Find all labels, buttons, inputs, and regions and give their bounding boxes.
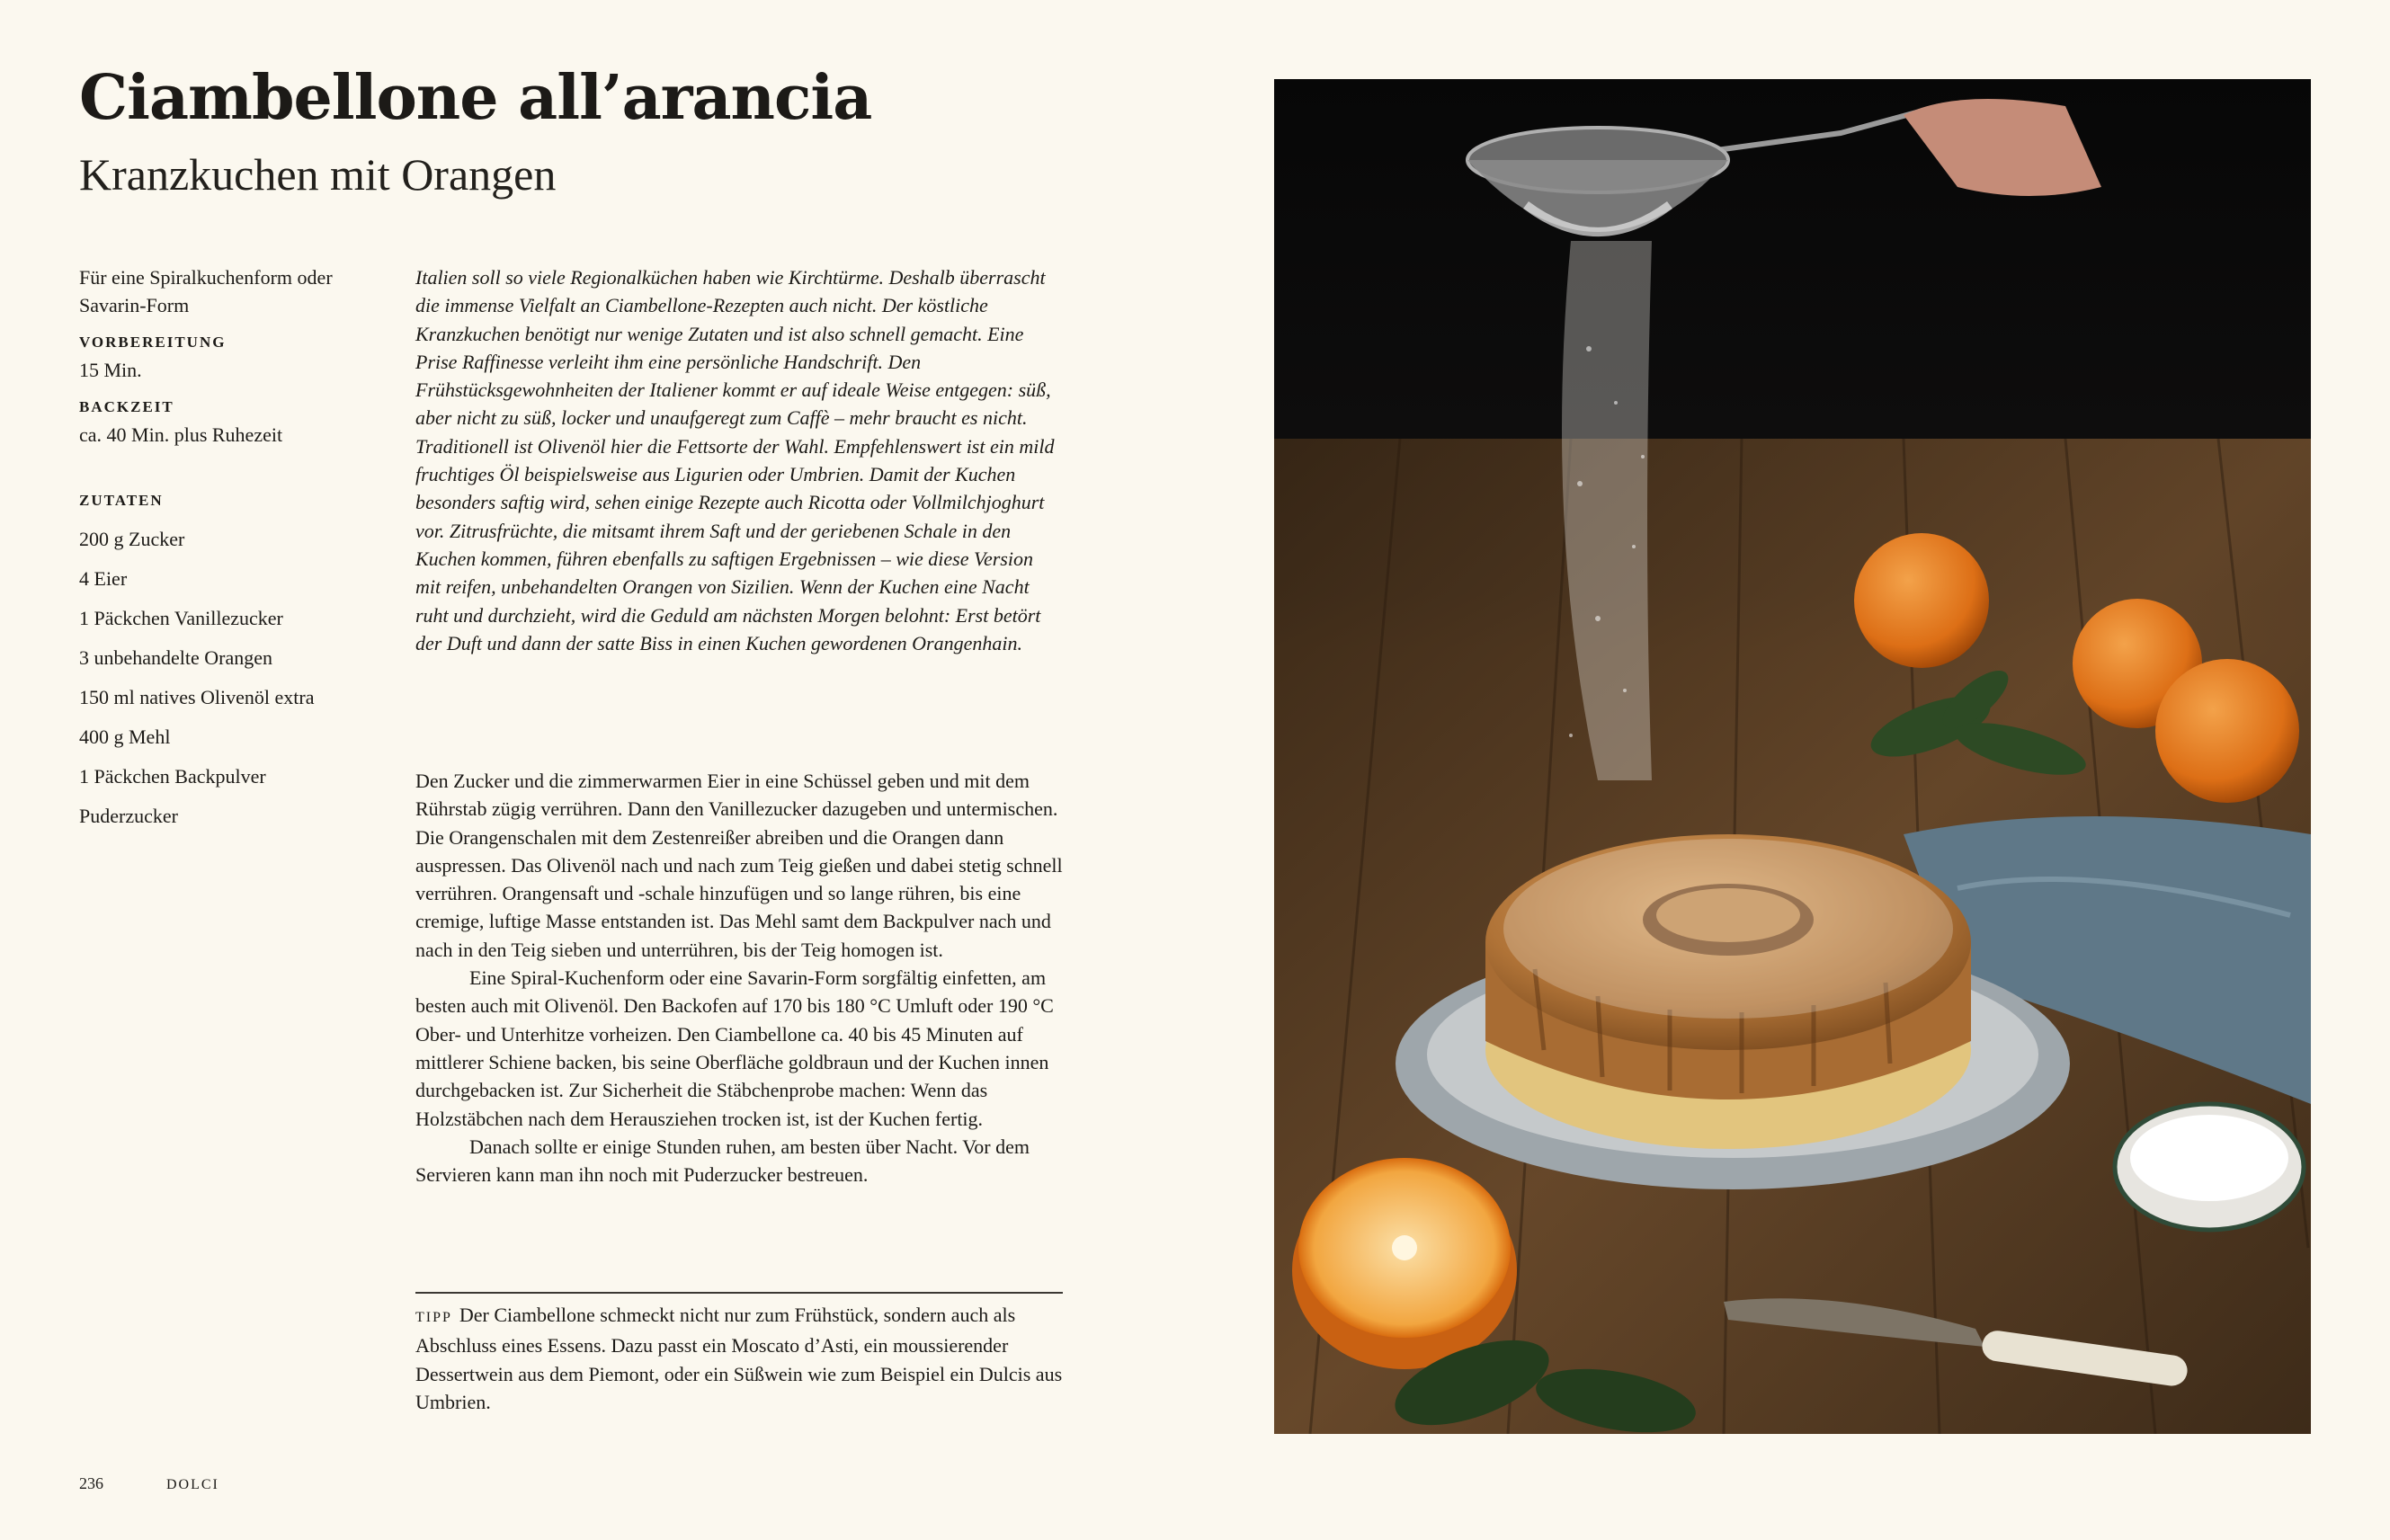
prep-value: 15 Min. <box>79 359 142 381</box>
bundt-cake <box>1485 834 1971 1149</box>
section-name: DOLCI <box>166 1477 219 1492</box>
prep-label: VORBEREITUNG <box>79 334 227 351</box>
ingredient-item: 150 ml natives Olivenöl extra <box>79 686 315 708</box>
ingredient-item: 200 g Zucker <box>79 528 185 550</box>
method-paragraph: Den Zucker und die zimmerwarmen Eier in eine Schüssel geben und mit dem Rührstab zügig verrühren. Dann den Vanillezucker dazugeben und untermischen. Die Orangenschalen mit dem Zestenreißer abreiben und die Orangen dann auspressen. Das Olivenöl nach und nach zum Teig gießen und dabei stetig schnell verrühren. Orangensaft und -schale hinzufügen und so lange rühren, bis eine cremige, luftige Masse entstanden ist. Das Mehl samt dem Backpulver nach und nach in den Teig sieben und unterrühren, bis der Teig homogen ist. <box>415 770 1063 961</box>
method-text <box>415 767 1063 1188</box>
recipe-meta <box>79 263 385 836</box>
recipe-title: Ciambellone all’arancia <box>79 62 872 134</box>
sugar-bowl <box>2115 1104 2304 1230</box>
tip-text: Der Ciambellone schmeckt nicht nur zum Frühstück, sondern auch als Abschluss eines Essens. Dazu passt ein Moscato d’Asti, ein moussierender Dessertwein aus dem Piemont, oder ein Süßwein wie zum Beispiel ein Dulcis aus Umbrien. <box>415 1304 1063 1413</box>
ingredient-item: 1 Päckchen Vanillezucker <box>79 607 283 629</box>
bake-label: BACKZEIT <box>79 398 174 415</box>
form-note: Für eine Spiralkuchenform oder Savarin-Form <box>79 266 333 316</box>
page-footer <box>79 1474 219 1493</box>
recipe-subtitle: Kranzkuchen mit Orangen <box>79 149 557 200</box>
halved-orange <box>1292 1158 1517 1369</box>
ingredient-item: 1 Päckchen Backpulver <box>79 765 266 788</box>
ingredient-item: Puderzucker <box>79 805 178 827</box>
tip-divider <box>415 1292 1063 1294</box>
ingredients-label: ZUTATEN <box>79 492 164 509</box>
method-paragraph: Eine Spiral-Kuchenform oder eine Savarin-Form sorgfältig einfetten, am besten auch mit Olivenöl. Den Backofen auf 170 bis 180 °C Umluft oder 190 °C Ober- und Unterhitze vorheizen. Den Ciambellone ca. 40 bis 45 Minuten auf mittlerer Schiene backen, bis seine Oberfläche goldbraun und der Kuchen innen durchgebacken ist. Zur Sicherheit die Stäbchenprobe machen: Wenn das Holzstäbchen nach dem Herausziehen trocken ist, ist der Kuchen fertig. <box>415 966 1054 1130</box>
tip-label: TIPP <box>415 1310 452 1325</box>
cake-photo-illustration <box>1274 79 2311 1434</box>
ingredient-item: 400 g Mehl <box>79 725 171 748</box>
ingredient-list <box>79 520 385 836</box>
bake-value: ca. 40 Min. plus Ruhezeit <box>79 423 283 446</box>
method-paragraph: Danach sollte er einige Stunden ruhen, am besten über Nacht. Vor dem Servieren kann man ihn noch mit Puderzucker bestreuen. <box>415 1135 1030 1187</box>
recipe-photo <box>1274 79 2311 1434</box>
ingredient-item: 4 Eier <box>79 567 128 590</box>
intro-text: Italien soll so viele Regionalküchen haben wie Kirchtürme. Deshalb überrascht die immense Vielfalt an Ciambellone-Rezepten auch nicht. Der köstliche Kranzkuchen benötigt nur wenige Zutaten und ist also schnell gemacht. Eine Prise Raffinesse verleiht ihm eine persönliche Handschrift. Den Frühstücksgewohnheiten der Italiener kommt er auf ideale Weise entgegen: süß, aber nicht zu süß, locker und unaufgeregt zum Caffè – mehr braucht es nicht. Traditionell ist Olivenöl hier die Fettsorte der Wahl. Empfehlenswert ist ein mild fruchtiges Öl beispielsweise aus Ligurien oder Umbrien. Damit der Kuchen besonders saftig wird, sehen einige Rezepte auch Ricotta oder Vollmilchjoghurt vor. Zitrusfrüchte, die mitsamt ihrem Saft und der geriebenen Schale in den Kuchen kommen, führen ebenfalls zu saftigen Ergebnissen – wie diese Version mit reifen, unbehandelten Orangen von Sizilien. Wenn der Kuchen eine Nacht ruht und durchzieht, wird die Geduld am nächsten Morgen belohnt: Erst betört der Duft und dann der satte Biss in einen Kuchen gewordenen Orangenhain. <box>415 266 1055 654</box>
page-number: 236 <box>79 1474 103 1492</box>
ingredient-item: 3 unbehandelte Orangen <box>79 646 273 669</box>
tip-box <box>415 1301 1063 1416</box>
